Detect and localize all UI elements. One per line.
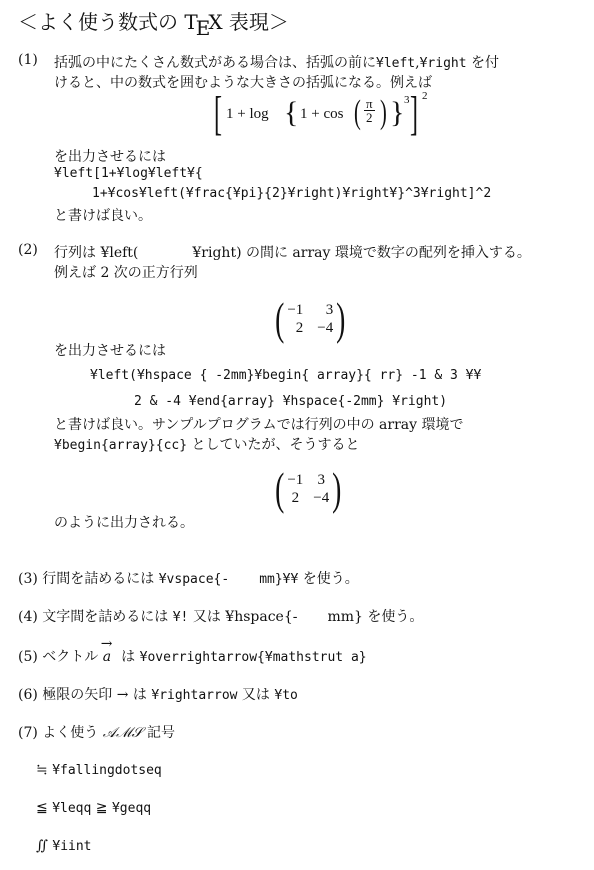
s3-c: を使う。	[298, 571, 359, 587]
outer-left-bracket: [	[214, 87, 222, 140]
geqq-glyph: ≧	[95, 800, 108, 816]
formula-one-cos: 1 + cos	[300, 106, 344, 122]
section-2-line-5	[54, 434, 360, 454]
section-1-code-1: ¥left[1+¥log¥left¥{	[54, 166, 203, 181]
symbol-leqq-geqq	[36, 800, 151, 816]
s2-l5-code: ¥begin{array}{cc}	[54, 438, 188, 453]
s3-a: (3) 行間を詰めるには	[18, 571, 159, 587]
iint-code: ¥iint	[52, 839, 92, 854]
s6-a: (6) 極限の矢印 → は	[18, 687, 152, 703]
matrix-2-cell: 2	[291, 490, 300, 506]
section-5	[18, 636, 367, 666]
leqq-glyph: ≦	[36, 800, 48, 816]
s4-code: ¥!	[172, 610, 189, 625]
s4-a: (4) 文字間を詰めるには	[18, 609, 173, 625]
section-2-line-3: を出力させるには	[54, 343, 166, 359]
section-2-line-4: と書けば良い。サンプルプログラムでは行列の中の array 環境で	[54, 417, 464, 433]
s1-l1-comma: ,	[415, 55, 420, 71]
matrix-2	[272, 463, 345, 514]
s4-b: 又は ¥hspace{-	[188, 609, 298, 625]
section-2-code-1: ¥left(¥hspace { -2mm}¥begin{ array}{ rr} -1 & 3 ¥¥	[90, 368, 482, 383]
section-4	[18, 606, 423, 626]
section-6	[18, 684, 298, 704]
inner-left-paren: (	[354, 94, 361, 131]
section-2-line-1	[54, 242, 531, 262]
inner-right-brace: }	[390, 96, 405, 129]
section-3	[18, 568, 359, 588]
matrix-1	[272, 293, 349, 344]
frac-numerator: π	[366, 96, 373, 111]
s7-b: 記号	[142, 725, 175, 741]
matrix-2-left-paren: (	[275, 463, 285, 514]
s3-b: mm}¥¥	[259, 572, 299, 587]
section-1-number: (1)	[18, 52, 38, 68]
leqq-code: ¥leqq	[52, 801, 92, 816]
s2-l1-b: ¥right) の間に array 環境で数字の配列を挿入する。	[192, 245, 531, 261]
matrix-2-cell: −1	[287, 472, 304, 488]
matrix-1-cell: 3	[325, 302, 334, 318]
exponent-2: 2	[422, 90, 428, 102]
matrix-1-cell: 2	[295, 320, 304, 336]
s7-a: (7) よく使う	[18, 725, 103, 741]
symbol-fallingdotseq	[36, 762, 162, 778]
vector-a	[100, 636, 117, 665]
s1-l1-left-code: ¥left	[376, 56, 416, 71]
title-text: ＜よく使う数式の T	[18, 10, 198, 34]
geqq-code: ¥geqq	[111, 801, 152, 816]
s1-l1-right-code: ¥right	[419, 56, 467, 71]
vector-arrow: →	[100, 636, 113, 652]
ams-logo: 𝒜ℳ𝒮	[102, 725, 143, 741]
matrix-1-cell: −1	[287, 302, 304, 318]
s5-code: ¥overrightarrow{¥mathstrut a}	[139, 650, 367, 665]
pi-over-two	[364, 97, 375, 124]
s4-c: mm} を使う。	[327, 609, 424, 625]
section-2-line-2: 例えば 2 次の正方行列	[54, 265, 198, 281]
matrix-2-body	[287, 471, 329, 507]
section-7	[18, 722, 175, 742]
frac-denominator: 2	[366, 110, 373, 125]
symbol-iint	[36, 838, 92, 854]
inner-right-paren: )	[380, 94, 387, 131]
s6-b: 又は	[237, 687, 275, 703]
outer-right-bracket: ]	[410, 87, 418, 140]
s6-code: ¥rightarrow	[151, 688, 238, 703]
section-2-number: (2)	[18, 242, 38, 258]
iint-glyph: ∬	[36, 838, 48, 854]
matrix-2-right-paren: )	[332, 463, 342, 514]
s6-code-2: ¥to	[274, 688, 298, 703]
s1-l1-end: を付	[466, 55, 500, 71]
matrix-1-cell: −4	[317, 320, 334, 336]
exponent-3: 3	[404, 94, 410, 106]
s2-l5-text: としていたが、そうすると	[187, 437, 360, 453]
s5-a: (5) ベクトル	[18, 649, 103, 665]
inner-left-brace: {	[284, 96, 299, 129]
page-title	[18, 6, 289, 40]
fallingdotseq-code: ¥fallingdotseq	[52, 763, 162, 778]
title-text-end: X 表現＞	[208, 10, 289, 34]
s1-l1-text: 括弧の中にたくさん数式がある場合は、括弧の前に	[54, 55, 376, 71]
vector-letter: a	[102, 649, 112, 665]
matrix-1-right-paren: )	[336, 293, 346, 344]
matrix-2-cell: 3	[317, 472, 326, 488]
matrix-1-left-paren: (	[275, 293, 285, 344]
section-1-line-3: を出力させるには	[54, 149, 166, 165]
s5-b: は	[116, 649, 140, 665]
section-1-code-2: 1+¥cos¥left(¥frac{¥pi}{2}¥right)¥right¥}^3¥right]^2	[92, 186, 492, 201]
formula-one-log: 1 + log	[226, 106, 269, 122]
section-2-code-2: 2 & -4 ¥end{array} ¥hspace{-2mm} ¥right)	[134, 394, 448, 409]
s2-l1-a: 行列は ¥left(	[54, 245, 139, 261]
section-1-line-2: けると、中の数式を囲むような大きさの括弧になる。例えば	[54, 75, 432, 91]
s3-code: ¥vspace{-	[158, 572, 230, 587]
section-1-line-1	[54, 52, 499, 72]
matrix-1-body	[287, 301, 333, 337]
fallingdotseq-glyph: ≒	[36, 762, 48, 778]
matrix-2-cell: −4	[313, 490, 330, 506]
title-tex-e: E	[195, 16, 211, 40]
section-1-line-4: と書けば良い。	[54, 208, 152, 224]
section-2-line-6: のように出力される。	[54, 515, 194, 531]
